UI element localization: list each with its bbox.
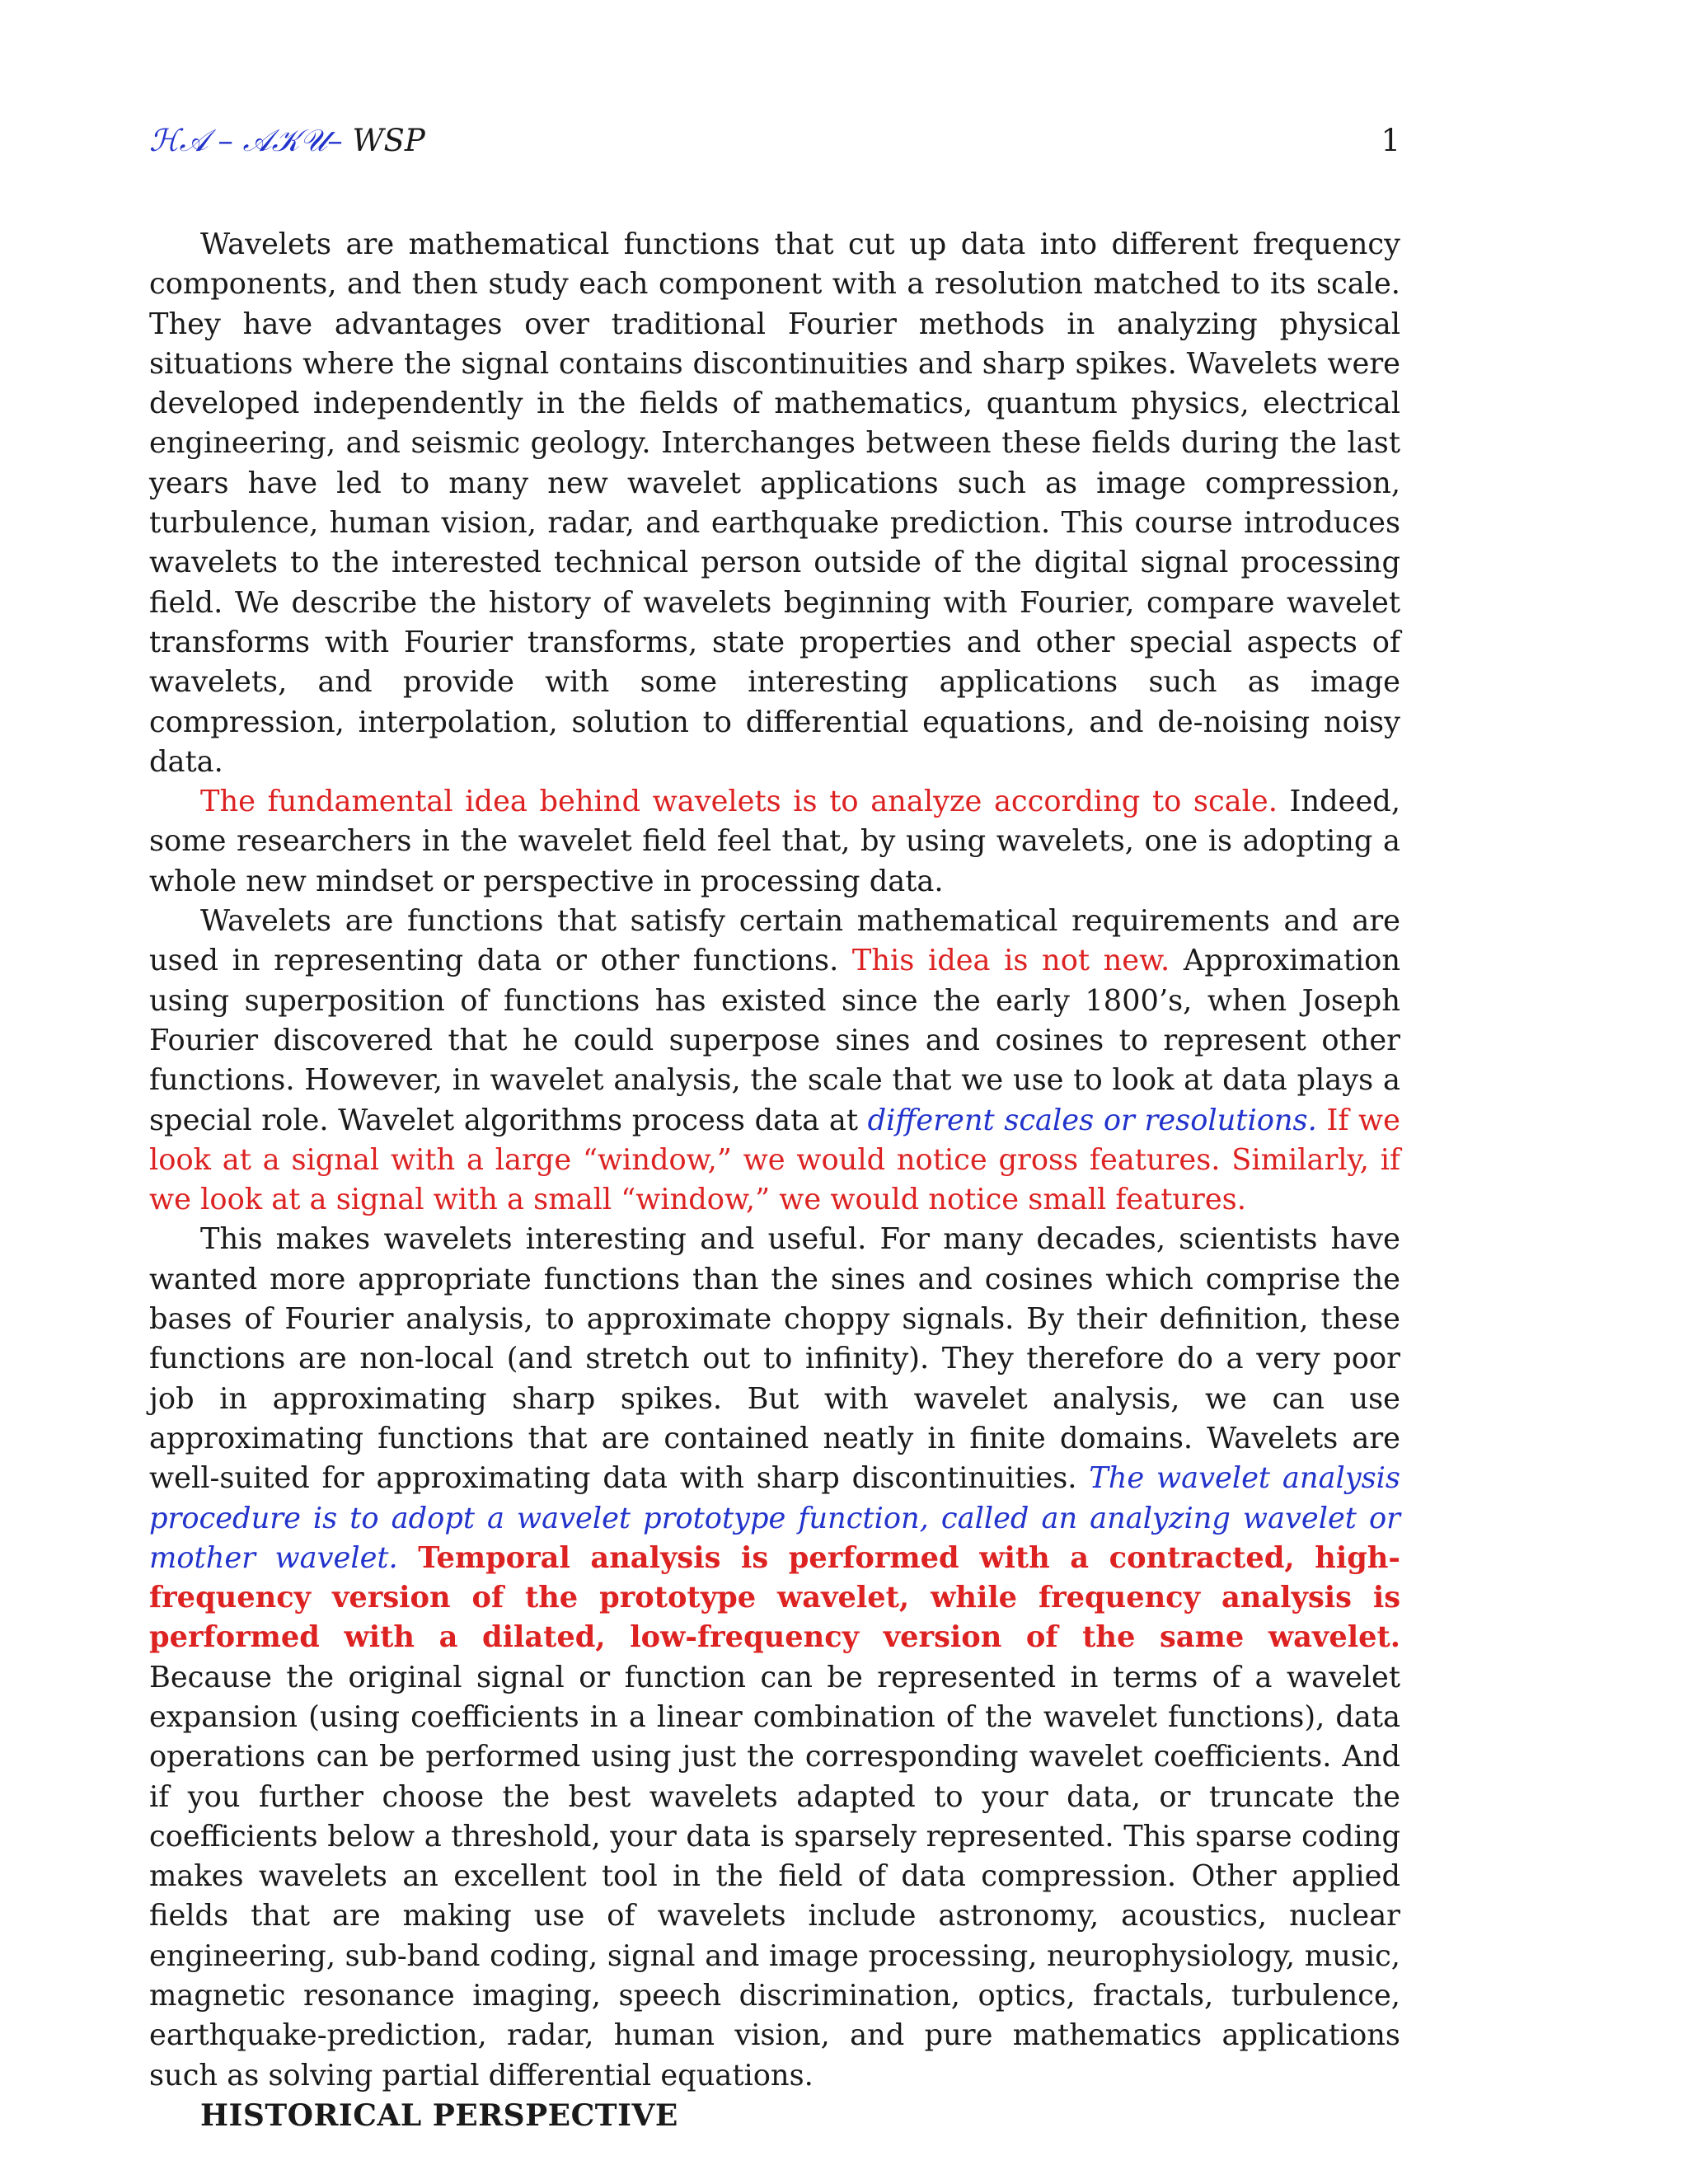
paragraph-text: Because the original signal or function can be represented in terms of a wavelet expansion (using coefficients in a linear combination of the wavelet functions), data operations can be performed using just the corresponding wavelet coefficients. And if you further choose the best wavelets adapted to your data, or truncate the coefficients below a threshold, your data is sparsely represented. This sparse coding makes wavelets an excellent tool in the field of data compression. Other applied fields that are making use of wavelets include astronomy, acoustics, nuclear engineering, sub-band coding, signal and image processing, neurophysiology, music, magnetic resonance imaging, speech discrimination, optics, fractals, turbulence, earthquake-prediction, radar, human vision, and pure mathematics applications such as solving partial differential equations.	[149, 1660, 1400, 2093]
highlight-fundamental-idea: The fundamental idea behind wavelets is to analyze according to scale.	[200, 785, 1278, 819]
paragraph-applications	[149, 1220, 1400, 2096]
paragraph-text: Wavelets are functions that satisfy certain mathematical requirements and are used in representing data or other functions.	[149, 904, 1400, 978]
section-heading: HISTORICAL PERSPECTIVE	[200, 2097, 678, 2133]
highlight-window: If we look at a signal with a large “window,” we would notice gross features. Similarly, if we look at a signal with a small “window,” we would notice small features.	[149, 1103, 1400, 1217]
emphasis-mother-wavelet: The wavelet analysis procedure is to adopt a wavelet prototype function, called an analyzing wavelet or mother wavelet.	[149, 1461, 1400, 1575]
running-head-authors: ℋ𝒜 – 𝒜𝒦𝒰–	[149, 123, 343, 158]
page-header	[149, 120, 1400, 162]
main-text	[149, 225, 1400, 2135]
running-head	[149, 120, 425, 162]
highlight-not-new: This idea is not new.	[851, 944, 1170, 978]
emphasis-scales: different scales or resolutions.	[867, 1103, 1317, 1137]
highlight-temporal-frequency: Temporal analysis is performed with a contracted, high-frequency version of the prototype wavelet, while frequency analysis is performed with a dilated, low-frequency version of the same wavelet.	[149, 1540, 1400, 1655]
paragraph-text: This makes wavelets interesting and useful. For many decades, scientists have wanted more appropriate functions than the sines and cosines which comprise the bases of Fourier analysis, to approximate choppy signals. By their definition, these functions are non-local (and stretch out to infinity). They therefore do a very poor job in approximating sharp spikes. But with wavelet analysis, we can use approximating functions that are contained neatly in finite domains. Wavelets are well-suited for approximating data with sharp discontinuities.	[149, 1222, 1400, 1496]
paragraph-wavelet-functions	[149, 902, 1400, 1220]
paragraph-fundamental-idea	[149, 782, 1400, 902]
paragraph-text: Indeed, some researchers in the wavelet field feel that, by using wavelets, one is adopting a whole new mindset or perspective in processing data.	[149, 785, 1400, 898]
paragraph-intro: Wavelets are mathematical functions that cut up data into different frequency components, and then study each component with a resolution matched to its scale. They have advantages over traditional Fourier methods in analyzing physical situations where the signal contains discontinuities and sharp spikes. Wavelets were developed independently in the fields of mathematics, quantum physics, electrical engineering, and seismic geology. Interchanges between these fields during the last years have led to many new wavelet applications such as image compression, turbulence, human vision, radar, and earthquake prediction. This course introduces wavelets to the interested technical person outside of the digital signal processing field. We describe the history of wavelets beginning with Fourier, compare wavelet transforms with Fourier transforms, state properties and other special aspects of wavelets, and provide with some interesting applications such as image compression, interpolation, solution to differential equations, and de-noising noisy data.	[149, 227, 1400, 779]
paragraph-text: Approximation using superposition of functions has existed since the early 1800’s, when Joseph Fourier discovered that he could superpose sines and cosines to represent other functions. However, in wavelet analysis, the scale that we use to look at data plays a special role. Wavelet algorithms process data at	[149, 944, 1400, 1137]
running-head-title: WSP	[352, 123, 425, 158]
page-number: 1	[1381, 123, 1400, 158]
